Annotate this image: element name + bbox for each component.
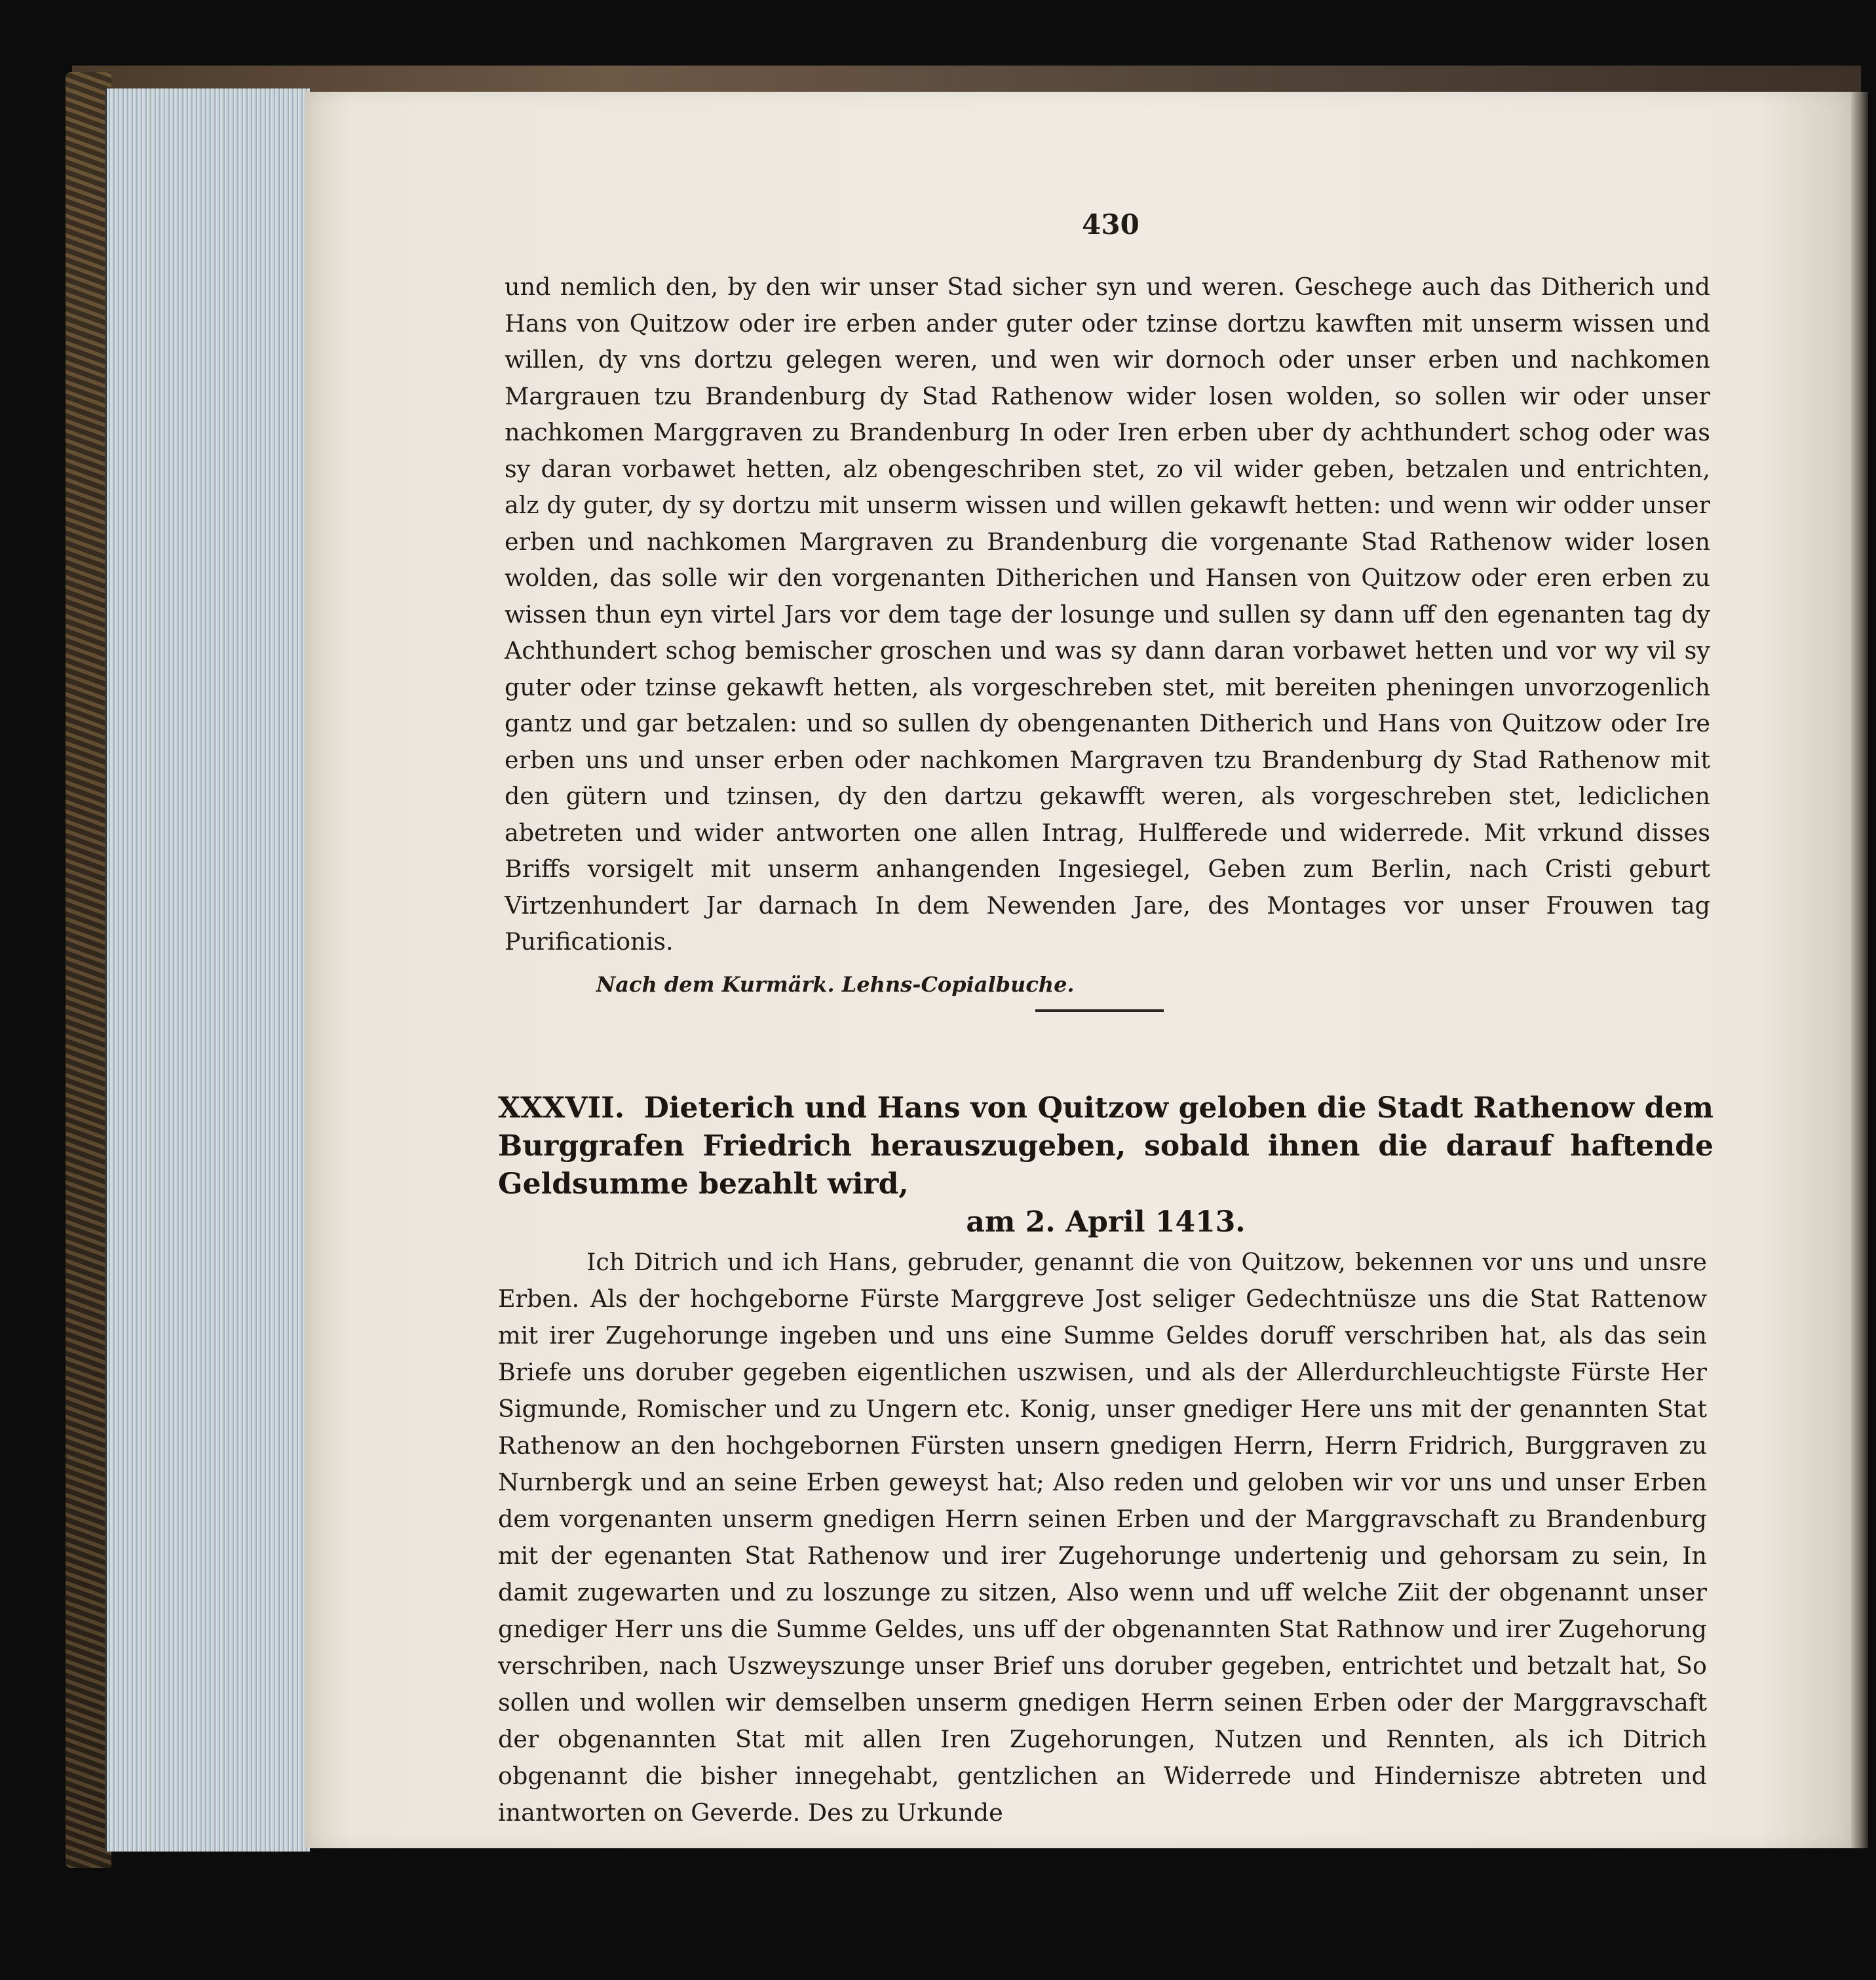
continuation-block xyxy=(505,269,1710,997)
heading-numeral: XXXVII. xyxy=(498,1091,625,1125)
section-divider xyxy=(1035,1009,1164,1012)
continuation-paragraph: und nemlich den, by den wir unser Stad sicher syn und weren. Geschege auch das Ditherich und Hans von Quitzow oder ire erben ander guter oder tzinse dortzu kawften mit unserm wissen und willen, dy vns dortzu gelegen weren, und wen wir dornoch oder unser erben und nachkomen Margrauen tzu Brandenburg dy Stad Rathenow wider losen wolden, so sollen wir oder unser nachkomen Marggraven zu Brandenburg In oder Iren erben uber dy achthundert schog oder was sy daran vorbawet hetten, alz obengeschriben stet, zo vil wider geben, betzalen und entrichten, alz dy guter, dy sy dortzu mit unserm wissen und willen gekawft hetten: und wenn wir odder unser erben und nachkomen Margraven zu Brandenburg die vorgenante Stad Rathenow wider losen wolden, das solle wir den vorgenanten Ditherichen und Hansen von Quitzow oder eren erben zu wissen thun eyn virtel Jars vor dem tage der losunge und sullen sy dann uff den egenanten tag dy Achthundert schog bemischer groschen und was sy dann daran vorbawet hetten und vor wy vil sy guter oder tzinse gekawft hetten, als vorgeschreben stet, mit bereiten pheningen unvorzogenlich gantz und gar betzalen: und so sullen dy obengenanten Ditherich und Hans von Quitzow oder Ire erben uns und unser erben oder nachkomen Margraven tzu Brandenburg dy Stad Rathenow mit den gütern und tzinsen, dy den dartzu gekawfft weren, als vorgeschreben stet, lediclichen abetreten und wider antworten one allen Intrag, Hulfferede und widerrede. Mit vrkund disses Briffs vorsigelt mit unserm anhangenden Ingesiegel, Geben zum Berlin, nach Cristi geburt Virtzenhundert Jar darnach In dem Newenden Jare, des Montages vor unser Frouwen tag Purificationis. xyxy=(505,273,1710,956)
page-number: 430 xyxy=(1082,208,1139,241)
heading-text: Dieterich und Hans von Quitzow geloben die Stadt Rathenow dem Burggrafen Friedrich herauszugeben, sobald ihnen die darauf haftende Geldsumme bezahlt wird, xyxy=(498,1091,1713,1201)
document-body xyxy=(498,1244,1707,1831)
page-gutter xyxy=(1851,92,1868,1848)
book-cover-top xyxy=(72,66,1861,95)
heading-title xyxy=(498,1089,1713,1203)
page-stack-edges xyxy=(105,88,310,1852)
heading-date: am 2. April 1413. xyxy=(966,1205,1246,1239)
source-note: Nach dem Kurmärk. Lehns-Copialbuche. xyxy=(596,971,1075,997)
document-heading xyxy=(498,1089,1713,1241)
document-paragraph: Ich Ditrich und ich Hans, gebruder, genannt die von Quitzow, bekennen vor uns und unsre Erben. Als der hochgeborne Fürste Marggreve Jost seliger Gedechtnüsze uns die Stat Rattenow mit irer Zugehorunge ingeben und uns eine Summe Geldes doruff verschriben hat, als das sein Briefe uns doruber gegeben eigentlichen uszwisen, und als der Allerdurchleuchtigste Fürste Her Sigmunde, Romischer und zu Ungern etc. Konig, unser gnediger Here uns mit der genannten Stat Rathenow an den hochgebornen Fürsten unsern gnedigen Herrn, Herrn Fridrich, Burggraven zu Nurnbergk und an seine Erben geweyst hat; Also reden und geloben wir vor uns und unser Erben dem vorgenanten unserm gnedigen Herrn seinen Erben und der Marggravschaft zu Brandenburg mit der egenanten Stat Rathenow und irer Zugehorunge undertenig und gehorsam zu sein, In damit zugewarten und zu loszunge zu sitzen, Also wenn und uff welche Ziit der obgenannt unser gnediger Herr uns die Summe Geldes, uns uff der obgenannten Stat Rathnow und irer Zugehorung verschriben, nach Uszweyszunge unser Brief uns doruber gegeben, entrichtet und betzalt hat, So sollen und wollen wir demselben unserm gnedigen Herrn seinen Erben oder der Marggravschaft der obgenannten Stat mit allen Iren Zugehorungen, Nutzen und Rennten, als ich Ditrich obgenannt die bisher innegehabt, gentzlichen an Widerrede und Hindernisze abtreten und inantworten on Geverde. Des zu Urkunde xyxy=(498,1248,1707,1827)
